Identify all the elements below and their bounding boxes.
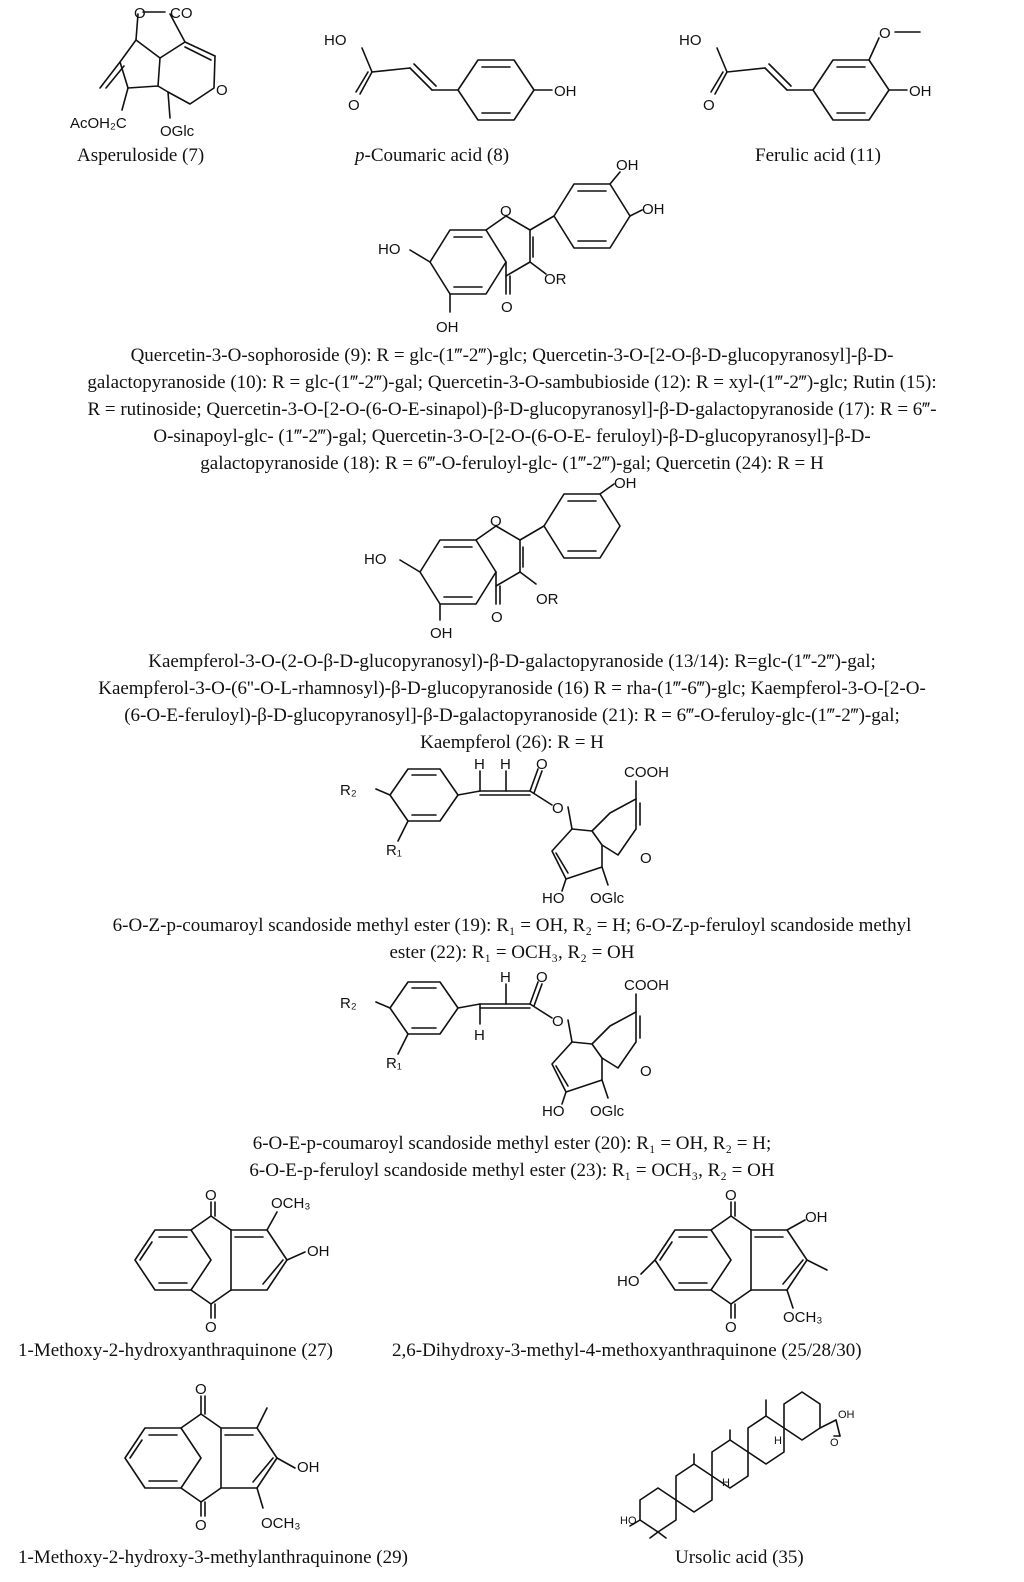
atom-o: O <box>536 756 548 773</box>
atom-oh: OH <box>297 1459 320 1476</box>
atom-ho: HO <box>364 551 387 568</box>
atom-o-10: O <box>195 1517 207 1534</box>
atom-ho: HO <box>620 1515 637 1527</box>
atom-o-4: O <box>491 609 503 626</box>
atom-ho: HO <box>324 32 347 49</box>
atom-ho: HO <box>679 32 702 49</box>
atom-r1: R₁ <box>386 1055 402 1072</box>
anthraquinone-29-structure <box>115 1368 375 1538</box>
atom-acoh2c: AcOH₂C <box>70 115 127 132</box>
caption-scandoside-z-2: ester (22): R₁ = OCH₃, R₂ = OH <box>389 942 635 963</box>
atom-oh-5: OH <box>430 625 453 642</box>
caption-anthraquinone-29: 1-Methoxy-2-hydroxy-3-methylanthraquinone (29) <box>18 1547 408 1568</box>
atom-och3: OCH₃ <box>271 1195 311 1212</box>
ursolic-acid-structure <box>620 1380 900 1540</box>
caption-kaempferol-3: (6-O-E-feruloyl)-β-D-glucopyranosyl]-β-D-galactopyranoside (21): R = 6‴-O-feruloy-glc-(1‴-2‴)-gal; <box>124 705 900 726</box>
atom-o2: O <box>216 82 228 99</box>
caption-kaempferol-1: Kaempferol-3-O-(2-O-β-D-glucopyranosyl)-β-D-galactopyranoside (13/14): R=glc-(1‴-2‴)-gal; <box>148 651 876 672</box>
caption-quercetin-4: O-sinapoyl-glc- (1‴-2‴)-gal; Quercetin-3-O-[2-O-(6-O-E- feruloyl)-β-D-glucopyranosyl]-β-D- <box>153 426 871 447</box>
caption-ursolic-acid: Ursolic acid (35) <box>675 1547 804 1568</box>
atom-och3: OCH₃ <box>261 1515 301 1532</box>
atom-h2: H <box>500 756 511 773</box>
atom-ho: HO <box>378 241 401 258</box>
atom-oh-5: OH <box>436 319 459 336</box>
caption-quercetin-3: R = rutinoside; Quercetin-3-O-[2-O-(6-O-E-sinapol)-β-D-glucopyranosyl]-β-D-galactopyranoside (17): R = 6‴- <box>87 399 937 420</box>
atom-h1: H <box>474 756 485 773</box>
atom-ho: HO <box>542 1103 565 1120</box>
ferulic-acid-structure <box>665 20 985 140</box>
atom-oglc: OGlc <box>590 1103 625 1120</box>
caption-kaempferol-4: Kaempferol (26): R = H <box>420 732 604 753</box>
caption-anthraquinone-25: 2,6-Dihydroxy-3-methyl-4-methoxyanthraquinone (25/28/30) <box>392 1340 862 1361</box>
atom-oh-4p: OH <box>642 201 665 218</box>
caption-scandoside-e-2: 6-O-E-p-feruloyl scandoside methyl ester (23): R₁ = OCH₃, R₂ = OH <box>249 1160 775 1181</box>
atom-or: OR <box>536 591 559 608</box>
atom-o-methoxy: O <box>879 25 891 42</box>
atom-cooh: COOH <box>624 764 669 781</box>
caption-quercetin-1: Quercetin-3-O-sophoroside (9): R = glc-(1‴-2‴)-glc; Quercetin-3-O-[2-O-β-D-glucopyranosyl]-β-D- <box>130 345 894 366</box>
caption-asperuloside: Asperuloside (7) <box>77 145 205 166</box>
atom-cooh: COOH <box>624 977 669 994</box>
atom-h: H <box>722 1477 730 1489</box>
atom-o-10: O <box>725 1319 737 1336</box>
atom-o-9: O <box>205 1187 217 1204</box>
kaempferol-structure <box>360 475 680 645</box>
atom-o-ring: O <box>500 203 512 220</box>
atom-o-ester: O <box>552 800 564 817</box>
scandoside-z-structure <box>340 755 720 910</box>
atom-oh: OH <box>909 83 932 100</box>
atom-o-9: O <box>725 1187 737 1204</box>
caption-quercetin-5: galactopyranoside (18): R = 6‴-O-feruloyl-glc- (1‴-2‴)-gal; Quercetin (24): R = H <box>200 453 824 474</box>
atom-oglc: OGlc <box>590 890 625 907</box>
atom-oh: OH <box>554 83 577 100</box>
atom-o-ring: O <box>490 513 502 530</box>
atom-r1: R₁ <box>386 842 402 859</box>
caption-ferulic: Ferulic acid (11) <box>755 145 881 166</box>
atom-ho: HO <box>542 890 565 907</box>
quercetin-structure <box>370 157 670 340</box>
atom-oh: OH <box>307 1243 330 1260</box>
atom-oh-4p: OH <box>614 475 637 492</box>
atom-oh-3p: OH <box>616 157 639 174</box>
atom-r2: R₂ <box>340 782 357 799</box>
p-coumaric-acid-structure <box>310 20 610 140</box>
asperuloside-structure <box>60 0 260 145</box>
atom-o-ring: O <box>640 850 652 867</box>
atom-o-10: O <box>205 1319 217 1336</box>
caption-p-coumaric: p-Coumaric acid (8) <box>355 145 510 166</box>
atom-och3: OCH₃ <box>783 1309 823 1326</box>
anthraquinone-25-structure <box>615 1187 895 1336</box>
scandoside-e-structure <box>340 968 720 1123</box>
atom-o: O <box>134 5 146 22</box>
atom-co: CO <box>170 5 193 22</box>
atom-h2: H <box>774 1435 782 1447</box>
atom-o: O <box>830 1437 839 1449</box>
atom-o-4: O <box>501 299 513 316</box>
atom-r2: R₂ <box>340 995 357 1012</box>
atom-h1: H <box>500 969 511 986</box>
atom-o-ring: O <box>640 1063 652 1080</box>
atom-o: O <box>348 97 360 114</box>
atom-o: O <box>703 97 715 114</box>
atom-oh: OH <box>838 1409 855 1421</box>
caption-anthraquinone-27: 1-Methoxy-2-hydroxyanthraquinone (27) <box>18 1340 334 1361</box>
anthraquinone-27-structure <box>125 1187 375 1336</box>
caption-quercetin-2: galactopyranoside (10): R = glc-(1‴-2‴)-gal; Quercetin-3-O-sambubioside (12): R = xyl-(1‴-2‴)-glc; Rutin (15): <box>87 372 937 393</box>
atom-ho: HO <box>617 1273 640 1290</box>
atom-oh: OH <box>805 1209 828 1226</box>
caption-kaempferol-2: Kaempferol-3-O-(6''-O-L-rhamnosyl)-β-D-glucopyranoside (16) R = rha-(1‴-6‴)-glc; Kaempferol-3-O-[2-O- <box>98 678 926 699</box>
atom-o: O <box>536 969 548 986</box>
caption-scandoside-z-1: 6-O-Z-p-coumaroyl scandoside methyl ester (19): R₁ = OH, R₂ = H; 6-O-Z-p-feruloyl scandoside methyl <box>112 915 912 936</box>
atom-o-9: O <box>195 1381 207 1398</box>
caption-scandoside-e-1: 6-O-E-p-coumaroyl scandoside methyl ester (20): R₁ = OH, R₂ = H; <box>252 1133 772 1154</box>
atom-o-ester: O <box>552 1013 564 1030</box>
atom-or: OR <box>544 271 567 288</box>
atom-h2: H <box>474 1027 485 1044</box>
atom-oglc: OGlc <box>160 123 195 140</box>
